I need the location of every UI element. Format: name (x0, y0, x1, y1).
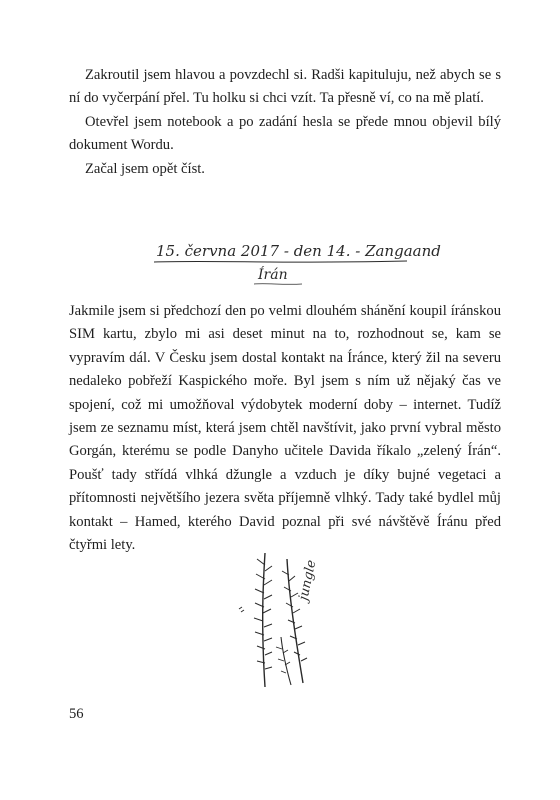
jungle-plant-sketch-icon (225, 545, 335, 695)
page-number: 56 (69, 706, 84, 722)
handwritten-heading-line1: 15. června 2017 - den 14. - Zangaand (156, 242, 441, 260)
handwritten-heading (152, 234, 441, 294)
bottom-text-block (69, 300, 501, 557)
paragraph: Jakmile jsem si předchozí den po velmi dlouhém shánění koupil íránskou SIM kartu, zbylo mi asi deset minut na to, rozhodnout se, kam se vypravím dál. V Česku jsem dostal kontakt na Íránce, který žil na severu nedaleko pobřeží Kaspického moře. Byl jsem s ním už nějaký čas ve spojení, což mi umožňoval výdobytek moderní doby – internet. Tudíž jsem ze seznamu míst, která jsem chtěl navštívit, jako první vybral město Gorgán, kterému se podle Danyho učitele Davida říkalo „zelený Írán“. Poušť tady střídá vlhká džungle a vzduch je díky bujné vegetaci a přítomnosti největšího jezera světa příjemně vlhký. Tady také bydlel můj kontakt – Hamed, kterého David poznal při své návštěvě Íránu před čtyřmi lety. (69, 303, 501, 554)
handwritten-heading-line2: Írán (258, 267, 288, 283)
paragraph: Otevřel jsem notebook a po zadání hesla se přede mnou objevil bílý dokument Wordu. (69, 113, 501, 154)
underline-stroke (254, 284, 302, 285)
jungle-label: jungle (296, 558, 320, 602)
paragraph: Začal jsem opět číst. (85, 160, 205, 177)
top-text-block (69, 64, 501, 181)
paragraph: Zakroutil jsem hlavou a povzdechl si. Radši kapituluju, než abych se s ní do vyčerpání přel. Tu holku si chci vzít. Ta přesně ví, co na mě platí. (69, 67, 501, 107)
underline-stroke (154, 261, 407, 262)
